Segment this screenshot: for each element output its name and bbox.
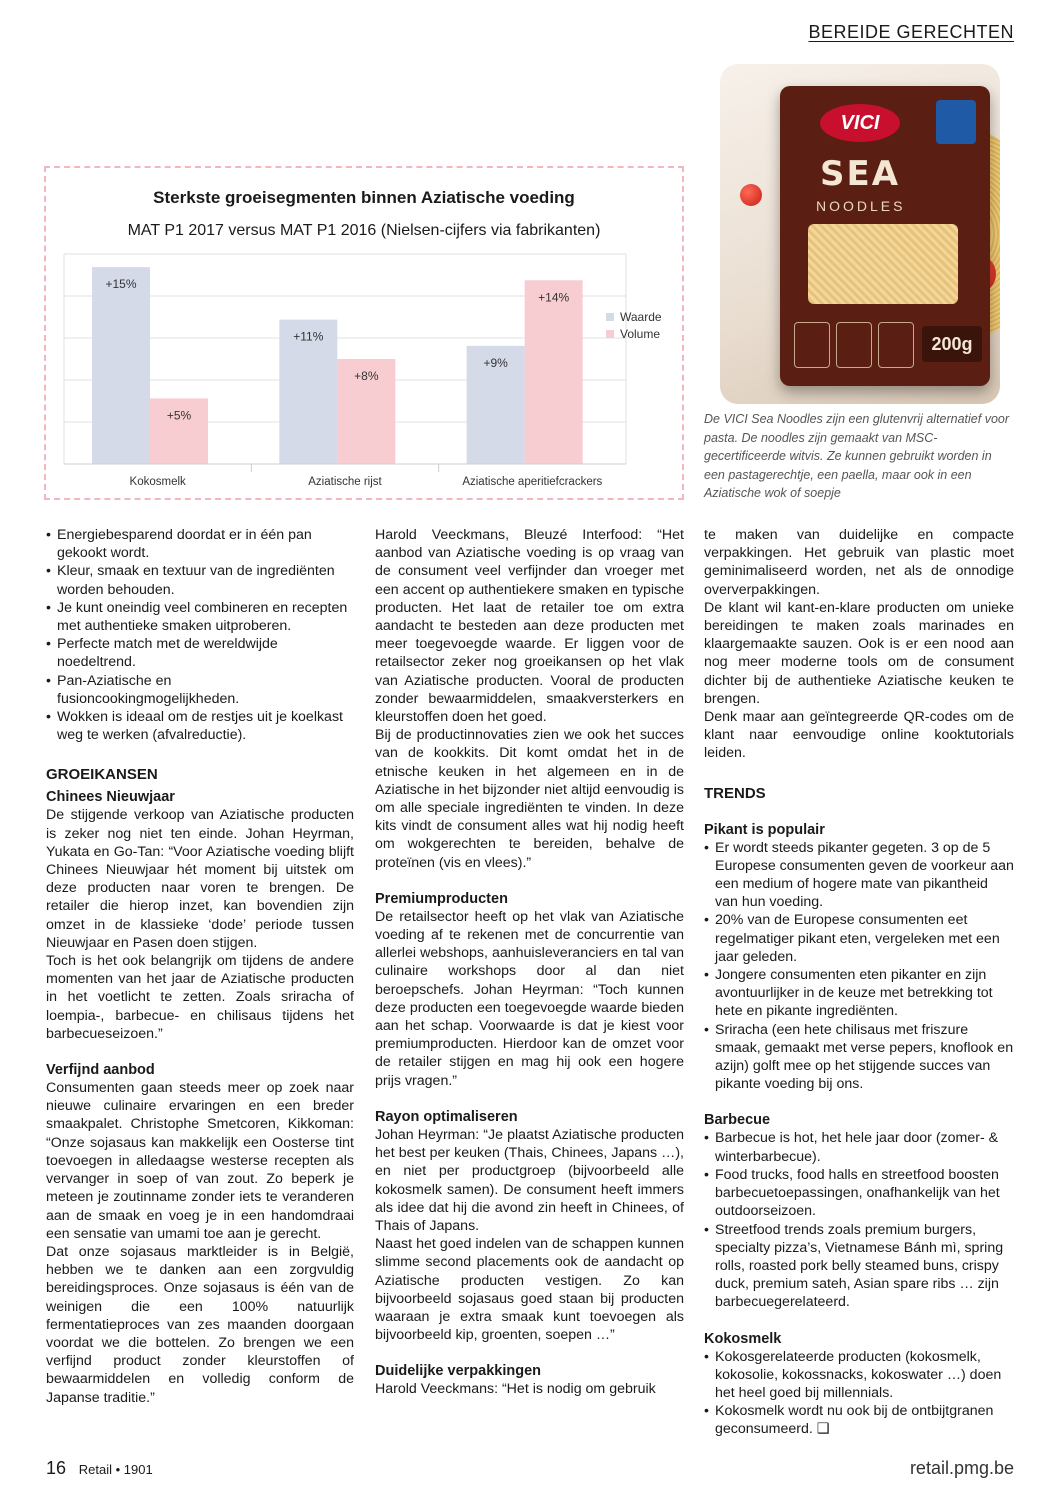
list-item: • Er wordt steeds pikanter gegeten. 3 op de 5 Europese consumenten geven de voorkeur aan een medium of hogere mate van pikantheid van hun voeding.: [704, 839, 1014, 912]
bar: [525, 280, 583, 464]
column-3: [704, 526, 1014, 1439]
data-label: +5%: [166, 408, 192, 423]
column-2: [375, 526, 684, 1399]
category-label: Aziatische aperitiefcrackers: [462, 476, 603, 488]
low-carb-icon: [794, 322, 830, 368]
product-subname: NOODLES: [816, 198, 906, 214]
paragraph: Johan Heyrman: “Je plaatst Aziatische producten het best per keuken (Thais, Chinees, Japans …), en niet per productgroep (bijvoorbeeld alle kokosmelk samen). De consument heeft immers als idee dat hij die avond zin heeft in Chinees, of Thais of Japans.: [375, 1126, 684, 1234]
subheading: Pikant is populair: [704, 821, 825, 838]
brand-logo: VICI: [820, 104, 900, 142]
coconut-list: [704, 1348, 1014, 1439]
photo-caption: De VICI Sea Noodles zijn een glutenvrij alternatief voor pasta. De noodles zijn gemaakt van MSC-gecertificeerde witvis. Ze kunnen gebruikt worden in een pastagerechtje, een paella, maar ook in een Aziatische wok of soepje: [704, 412, 1010, 500]
package-weight: 200g: [922, 326, 982, 362]
data-label: +14%: [538, 290, 570, 305]
website-link[interactable]: retail.pmg.be: [909, 1458, 1014, 1478]
data-label: +11%: [293, 329, 324, 344]
benefits-list: [46, 526, 354, 744]
section-heading: TRENDS: [704, 784, 766, 802]
trends-list: [704, 839, 1014, 1094]
list-item: • Jongere consumenten eten pikanter en zijn avontuurlijker in de keuze met betrekking tot hete en pikante ingrediënten.: [704, 966, 1014, 1021]
magazine-name: Retail • 1901: [78, 1462, 153, 1477]
product-package: [780, 86, 990, 386]
page-number: 16: [46, 1458, 67, 1478]
paragraph: Toch is het ook belangrijk om tijdens de andere momenten van het jaar de Aziatische producten in het voetlicht te zetten. Zoals sriracha of loempia-, barbecue- en chilisaus tijdens het barbecueseizoen.”: [46, 953, 354, 1042]
subheading: Duidelijke verpakkingen: [375, 1363, 542, 1380]
barbecue-list: [704, 1129, 1014, 1311]
list-item: • Kleur, smaak en textuur van de ingrediënten worden behouden.: [46, 562, 354, 598]
list-item: • Kokosgerelateerde producten (kokosmelk, kokosolie, kokossnacks, kokoswater …) doen het heel goed bij millennials.: [704, 1348, 1014, 1403]
data-label: +9%: [483, 355, 508, 370]
chart-container: [44, 166, 684, 500]
tomato-image: [740, 184, 762, 206]
bar: [92, 267, 150, 464]
list-item: • Barbecue is hot, het hele jaar door (zomer- & winterbarbecue).: [704, 1129, 1014, 1165]
paragraph: Naast het goed indelen van de schappen kunnen slimme second placements ook de aandacht op Aziatische producten vestigen. Zo kan bijvoorbeeld sojasaus goed staan bij producten waaraan je extra smaak kunt toevoegen als bijvoorbeeld kip, groenten, soepen …”: [375, 1236, 684, 1344]
package-window: [808, 224, 958, 304]
list-item: • Food trucks, food halls en streetfood boosten barbecuetoepassingen, onafhankelijk van het outdoorseizoen.: [704, 1166, 1014, 1221]
subheading: Premiumproducten: [375, 890, 508, 907]
data-label: +8%: [354, 369, 379, 383]
list-item: • Kokosmelk wordt nu ook bij de ontbijtgranen geconsumeerd. ❑: [704, 1402, 1014, 1438]
list-item: • Perfecte match met de wereldwijde noedeltrend.: [46, 635, 354, 671]
list-item: • Energiebesparend doordat er in één pan gekookt wordt.: [46, 526, 354, 562]
paragraph: Harold Veeckmans, Bleuzé Interfood: “Het aanbod van Aziatische voeding is op vraag van de consument veel verfijnder dan vroeger met een accent op authentiekere smaken en typische producten. Het laat de retailer toe om extra aandacht te besteden aan deze producten met meer toegevoegde waarde. Er liggen voor de retailsector zeker nog groeikansen op het vlak van Aziatische producten. Vooral de producten zonder bewaarmiddelen, smaakversterkers en kleurstoffen doen het goed.: [375, 527, 684, 726]
high-protein-icon: [878, 322, 914, 368]
package-icons: [794, 322, 914, 368]
bar-chart: [46, 168, 682, 498]
chart-subtitle: MAT P1 2017 versus MAT P1 2016 (Nielsen-cijfers via fabrikanten): [127, 222, 601, 239]
paragraph: Consumenten gaan steeds meer op zoek naar nieuwe culinaire ervaringen en een breder smaakpalet. Christophe Smetcoren, Kikkoman: “Onze sojasaus kan makkelijk een Oosterse tint toevoegen in alledaagse westerse recepten als vervanger in soep of van zout. Zo beperk je meteen je zoutinname zonder iets te veranderen aan de smaak en voeg je in een handomdraai een sensatie van umami toe aan je gerecht.: [46, 1080, 354, 1242]
subheading: Kokosmelk: [704, 1330, 782, 1347]
paragraph: Denk maar aan geïntegreerde QR-codes om de klant naar eenvoudige online kooktutorials leiden.: [704, 709, 1014, 762]
product-name: SEA: [820, 154, 901, 194]
list-item: • Wokken is ideaal om de restjes uit je koelkast weg te werken (afvalreductie).: [46, 708, 354, 744]
list-item: • Pan-Aziatische en fusioncookingmogelijkheden.: [46, 672, 354, 708]
subheading: Barbecue: [704, 1112, 771, 1129]
data-label: +15%: [105, 277, 137, 292]
paragraph: De klant wil kant-en-klare producten om unieke bereidingen te maken zoals marinades en klaargemaakte sauzen. Ook is er een nood aan nog meer moderne tools om de consument dichter bij de authentieke Aziatische keuken te brengen.: [704, 599, 1014, 707]
legend-label: Waarde: [620, 310, 662, 324]
subheading: Rayon optimaliseren: [375, 1108, 518, 1125]
section-heading: GROEIKANSEN: [46, 766, 158, 784]
list-item: • Je kunt oneindig veel combineren en recepten met authentieke smaken uitproberen.: [46, 599, 354, 635]
footer-left: [46, 1458, 153, 1479]
product-photo: [720, 64, 1000, 404]
paragraph: Harold Veeckmans: “Het is nodig om gebruik: [375, 1381, 656, 1398]
column-1: [46, 526, 354, 1407]
section-header: BEREIDE GERECHTEN: [808, 22, 1014, 42]
gluten-free-icon: [836, 322, 872, 368]
legend-swatch: [606, 330, 614, 338]
category-label: Aziatische rijst: [308, 476, 382, 488]
msc-label-icon: [936, 100, 976, 144]
list-item: • 20% van de Europese consumenten eet regelmatiger pikant eten, vergeleken met een jaar geleden.: [704, 911, 1014, 966]
list-item: • Sriracha (een hete chilisaus met friszure smaak, gemaakt met verse pepers, knoflook en azijn) golft mee op het stijgende succes van pikante voeding bij ons.: [704, 1021, 1014, 1094]
list-item: • Streetfood trends zoals premium burgers, specialty pizza’s, Vietnamese Bánh mì, spring rolls, roasted pork belly steamed buns, crispy duck, premium sateh, Asian spare ribs … zijn barbecuegerelateerd.: [704, 1221, 1014, 1312]
paragraph: De stijgende verkoop van Aziatische producten is zeker nog niet ten einde. Johan Heyrman, Yukata en Go-Tan: “Voor Aziatische voeding blijft Chinees Nieuwjaar hét moment bij uitstek om deze producten naar voren te brengen. De retailer die hierop inzet, kan bovendien zijn omzet in de klassieke ‘dode’ periode tussen Nieuwjaar en Pasen doen stijgen.: [46, 807, 354, 951]
subheading: Verfijnd aanbod: [46, 1062, 155, 1079]
category-label: Kokosmelk: [129, 476, 186, 488]
legend-swatch: [606, 313, 614, 321]
paragraph: Dat onze sojasaus marktleider is in België, hebben we te danken aan een zorgvuldig bereidingsproces. Onze sojasaus is één van de weinigen die een 100% natuurlijk fermentatieproces van zes maanden doorgaan voordat we die bottelen. Zo brengen we een verfijnd product zonder kleurstoffen of bewaarmiddelen en volledig conform de Japanse traditie.”: [46, 1243, 354, 1406]
subheading: Chinees Nieuwjaar: [46, 789, 175, 806]
paragraph: te maken van duidelijke en compacte verpakkingen. Het gebruik van plastic moet geminimaliseerd worden, net als de onnodige oververpakkingen.: [704, 527, 1014, 598]
chart-title: Sterkste groeisegmenten binnen Aziatische voeding: [153, 188, 575, 207]
paragraph: Bij de productinnovaties zien we ook het succes van de kookkits. Dit komt omdat het in de etnische keuken in het algemeen en in de Aziatische in het bijzonder niet altijd eenvoudig is om alle speciale ingrediënten te vinden. In deze kits vindt de consument alles wat hij nodig heeft om wokgerechten te bereiden, behalve de proteïnen (vis en vlees).”: [375, 727, 684, 871]
legend-label: Volume: [620, 327, 661, 341]
paragraph: De retailsector heeft op het vlak van Aziatische voeding af te rekenen met de concurrentie van allerlei webshops, aanhuisleveranciers en tal van culinaire workshops door al dan niet beroepschefs. Johan Heyrman: “Toch kunnen deze producten een toegevoegde waarde bieden aan het schap. Voorwaarde is dat je kiest voor premiumproducten. Hierdoor kan de omzet voor de retailer stijgen en mag hij ook een hogere prijs vragen.”: [375, 908, 684, 1089]
